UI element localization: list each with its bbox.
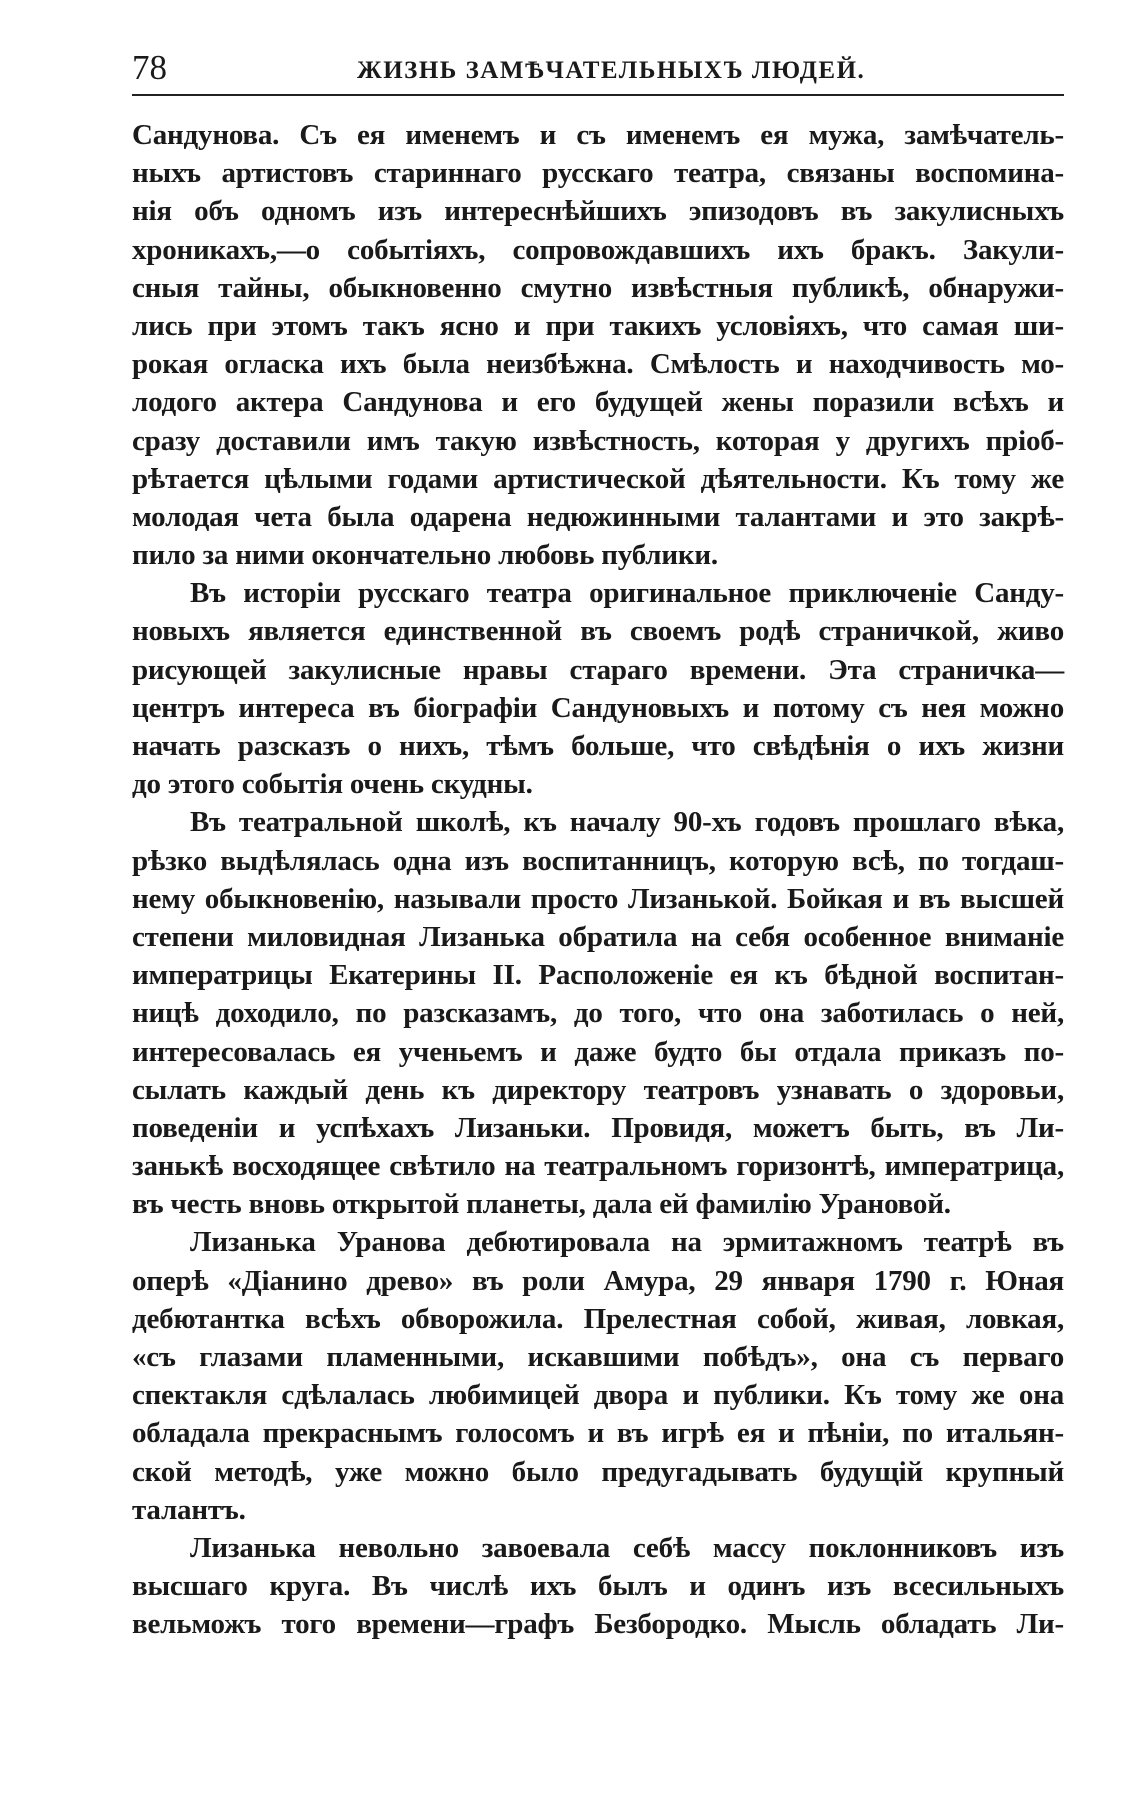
text-line: занькѣ восходящее свѣтило на театральномъ горизонтѣ, императрица, [132,1150,1064,1183]
text-line: сылать каждый день къ директору театровъ узнавать о здоровьи, [132,1073,1064,1106]
page-header [132,48,1064,96]
text-line: ской методѣ, уже можно было предугадывать будущій крупный [132,1455,1064,1488]
text-line: новыхъ является единственной въ своемъ родѣ страничкой, живо [132,615,1064,648]
text-line: лись при этомъ такъ ясно и при такихъ условіяхъ, что самая ши- [132,309,1064,342]
text-line: молодая чета была одарена недюжинными талантами и это закрѣ- [132,500,1064,533]
text-line: рѣтается цѣлыми годами артистической дѣятельности. Къ тому же [132,462,1064,495]
text-line: императрицы Екатерины II. Расположеніе ея къ бѣдной воспитан- [132,959,1064,992]
book-page [132,48,1064,1644]
paragraph [132,1529,1064,1644]
text-line: центръ интереса въ біографіи Сандуновыхъ и потому съ нея можно [132,691,1064,724]
text-line: степени миловидная Лизанька обратила на себя особенное вниманіе [132,920,1064,953]
paragraph [132,574,1064,803]
page-number: 78 [132,48,167,87]
text-line: Сандунова. Съ ея именемъ и съ именемъ ея мужа, замѣчатель- [132,119,1064,151]
text-line: нія объ одномъ изъ интереснѣйшихъ эпизодовъ въ закулисныхъ [132,195,1064,228]
text-line: Въ исторіи русскаго театра оригинальное приключеніе Санду- [190,577,1064,610]
text-line: интересовалась ея ученьемъ и даже будто бы отдала приказъ по- [132,1035,1064,1068]
text-line: начать разсказъ о нихъ, тѣмъ больше, что свѣдѣнія о ихъ жизни [132,730,1064,762]
text-line: дебютантка всѣхъ обворожила. Прелестная собой, живая, ловкая, [132,1302,1064,1335]
text-line: Въ театральной школѣ, къ началу 90-хъ годовъ прошлаго вѣка, [190,806,1064,839]
text-line: «съ глазами пламенными, искавшими побѣдъ», она съ перваго [132,1341,1064,1373]
text-line: лодого актера Сандунова и его будущей жены поразили всѣхъ и [132,386,1064,419]
text-line: Лизанька Уранова дебютировала на эрмитажномъ театрѣ въ [190,1226,1064,1259]
text-line: талантъ. [132,1493,246,1526]
text-line: рисующей закулисные нравы стараго времени. Эта страничка— [132,653,1064,686]
text-line: рѣзко выдѣлялась одна изъ воспитанницъ, которую всѣ, по тогдаш- [132,844,1064,877]
text-line: рокая огласка ихъ была неизбѣжна. Смѣлость и находчивость мо- [132,348,1064,381]
text-line: до этого событія очень скудны. [132,768,533,801]
text-line: оперѣ «Діанино древо» въ роли Амура, 29 января 1790 г. Юная [132,1264,1064,1297]
text-line: Лизанька невольно завоевала себѣ массу поклонниковъ изъ [190,1531,1064,1564]
running-title: ЖИЗНЬ ЗАМѢЧАТЕЛЬНЫХЪ ЛЮДЕЙ. [357,57,866,84]
text-line: хроникахъ,—о событіяхъ, сопровождавшихъ ихъ бракъ. Закули- [132,233,1064,266]
text-line: нему обыкновенію, называли просто Лизанькой. Бойкая и въ высшей [132,882,1064,915]
text-line: вельможъ того времени—графъ Безбородко. Мысль обладать Ли- [132,1608,1064,1641]
text-line: высшаго круга. Въ числѣ ихъ былъ и одинъ изъ всесильныхъ [132,1570,1064,1603]
text-line: обладала прекраснымъ голосомъ и въ игрѣ ея и пѣніи, по итальян- [132,1417,1064,1450]
text-line: спектакля сдѣлалась любимицей двора и публики. Къ тому же она [132,1379,1064,1412]
text-line: пило за ними окончательно любовь публики. [132,539,718,572]
text-line: въ честь вновь открытой планеты, дала ей фамилію Урановой. [132,1188,951,1221]
text-line: сразу доставили имъ такую извѣстность, которая у другихъ пріоб- [132,424,1064,457]
text-line: поведеніи и успѣхахъ Лизаньки. Провидя, можетъ быть, въ Ли- [132,1111,1064,1144]
text-line: сныя тайны, обыкновенно смутно извѣстныя публикѣ, обнаружи- [132,271,1064,304]
paragraph [132,803,1064,1223]
page-body [132,116,1064,1644]
text-line: ныхъ артистовъ стариннаго русскаго театра, связаны воспомина- [132,157,1064,190]
paragraph [132,116,1064,574]
text-line: ницѣ доходило, по разсказамъ, до того, что она заботилась о ней, [132,997,1064,1030]
paragraph [132,1223,1064,1529]
